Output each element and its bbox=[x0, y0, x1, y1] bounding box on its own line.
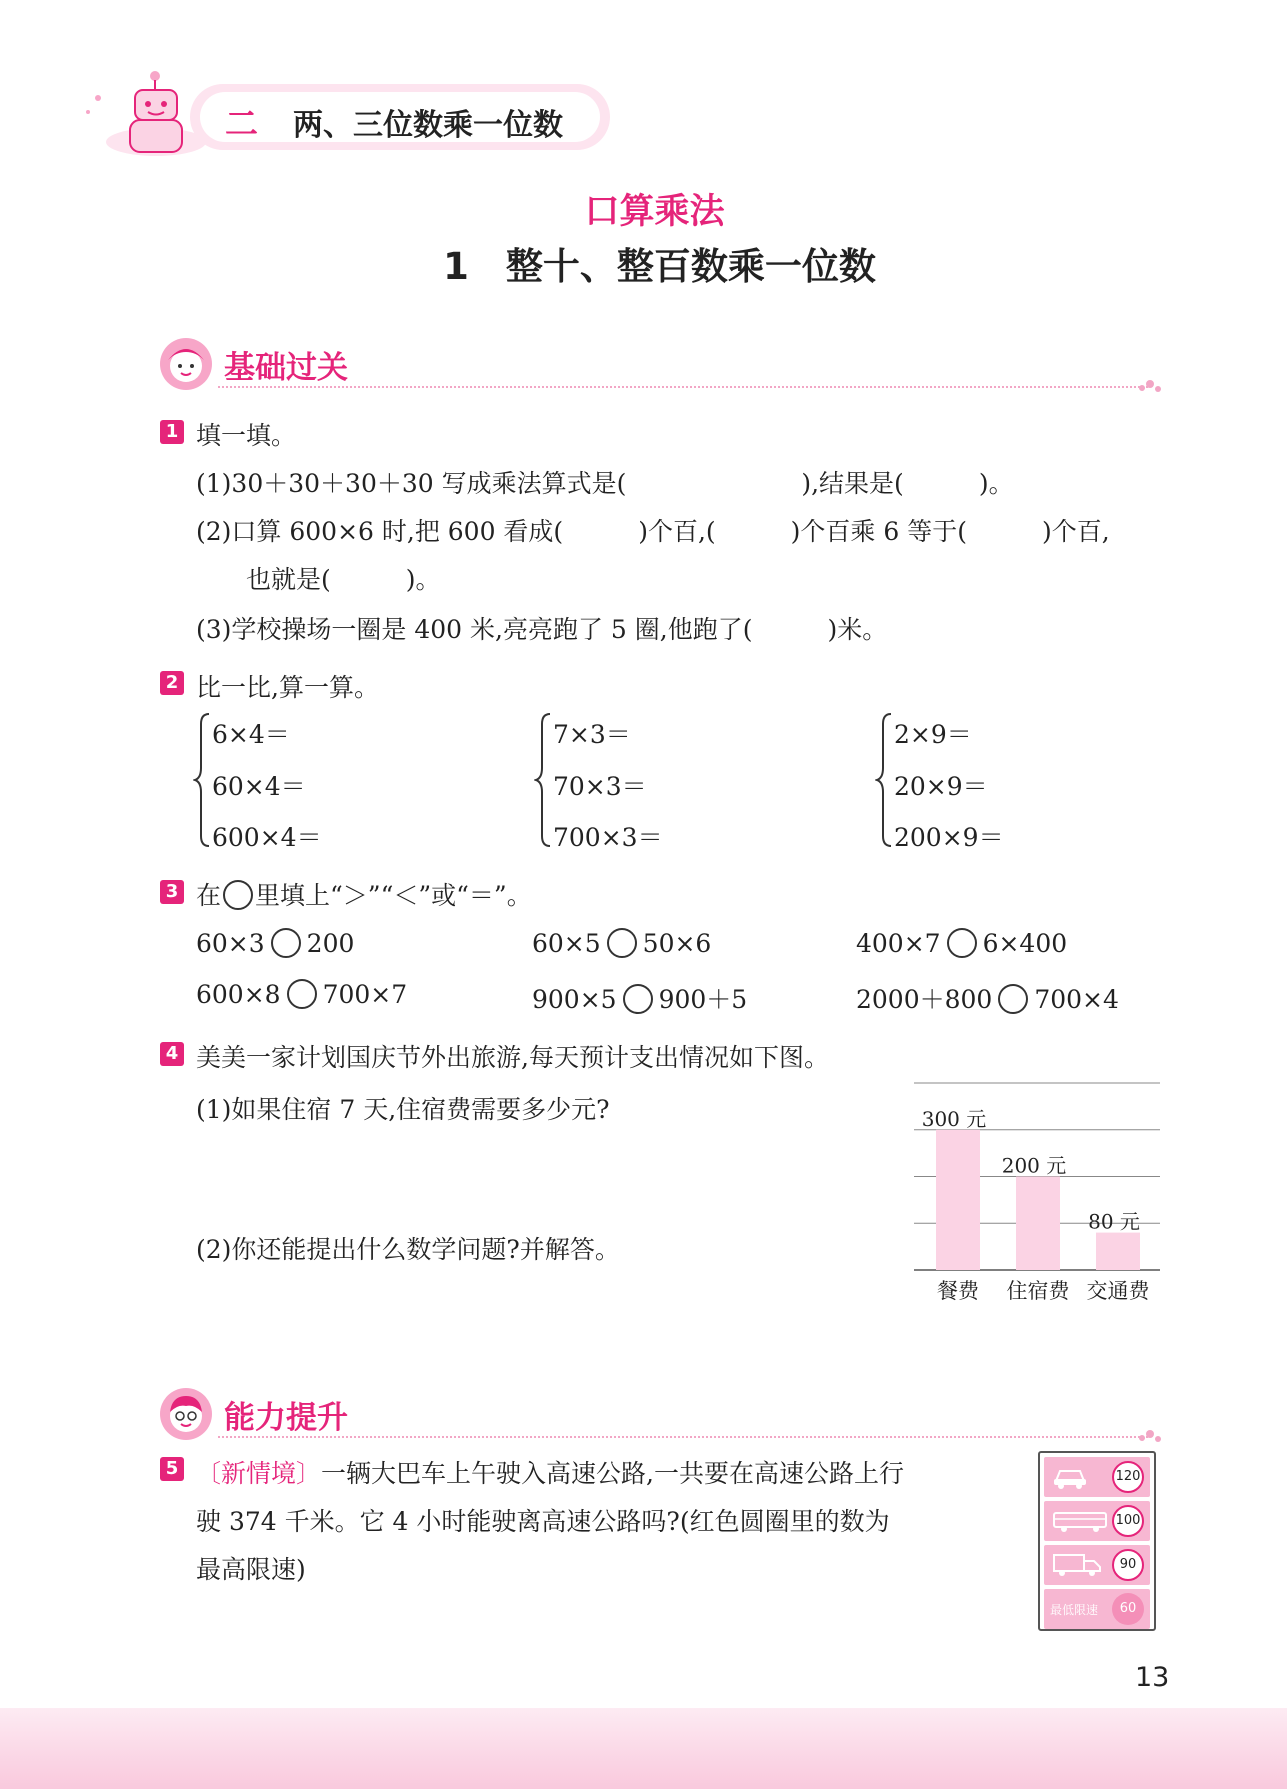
equation: 70×3＝ bbox=[553, 772, 647, 801]
decorative-dots-icon bbox=[1136, 376, 1162, 396]
question-4-title: 美美一家计划国庆节外出旅游,每天预计支出情况如下图。 bbox=[196, 1043, 829, 1072]
question-4-sub-2: (2)你还能提出什么数学问题?并解答。 bbox=[196, 1235, 620, 1264]
question-number-badge: 2 bbox=[160, 671, 184, 695]
question-number-badge: 4 bbox=[160, 1042, 184, 1066]
compare-item: 60×5 50×6 bbox=[532, 929, 712, 958]
car-limit-row bbox=[1044, 1457, 1150, 1497]
chart-category-label: 餐费 bbox=[937, 1279, 979, 1303]
dotted-divider bbox=[218, 1436, 1148, 1438]
question-1-title: 填一填。 bbox=[196, 421, 297, 450]
compare-item: 400×7 6×400 bbox=[856, 929, 1068, 958]
chart-category-label: 交通费 bbox=[1086, 1279, 1150, 1303]
chart-bar bbox=[1096, 1233, 1140, 1270]
question-3-title: 在 里填上“＞”“＜”或“＝”。 bbox=[196, 881, 532, 910]
expense-bar-chart bbox=[908, 1075, 1168, 1305]
equation: 6×4＝ bbox=[212, 720, 290, 749]
brace-icon bbox=[534, 712, 554, 848]
compare-item: 60×3 200 bbox=[196, 929, 355, 958]
chart-value-label: 300 元 bbox=[921, 1106, 987, 1131]
question-5-line-3: 最高限速) bbox=[196, 1555, 306, 1584]
bus-icon bbox=[1052, 1507, 1108, 1535]
brace-icon bbox=[193, 712, 213, 848]
chart-bar bbox=[1016, 1177, 1060, 1271]
page-number: 13 bbox=[1135, 1662, 1170, 1693]
equation: 2×9＝ bbox=[894, 720, 972, 749]
equation: 20×9＝ bbox=[894, 772, 988, 801]
robot-mascot-icon bbox=[80, 68, 210, 160]
bus-limit-row bbox=[1044, 1501, 1150, 1541]
minimum-limit-row bbox=[1044, 1589, 1150, 1629]
question-1-line-3: (3)学校操场一圈是 400 米,亮亮跑了 5 圈,他跑了( )米。 bbox=[196, 615, 888, 644]
chart-bar bbox=[936, 1130, 980, 1270]
decorative-dots-icon bbox=[1136, 1426, 1162, 1446]
equation: 60×4＝ bbox=[212, 772, 306, 801]
truck-icon bbox=[1052, 1551, 1104, 1579]
car-icon bbox=[1052, 1463, 1088, 1491]
circle-icon bbox=[223, 880, 253, 910]
lesson-title: 1 整十、整百数乘一位数 bbox=[443, 245, 876, 288]
question-1-line-2: (2)口算 600×6 时,把 600 看成( )个百,( )个百乘 6 等于( )个百, bbox=[196, 517, 1110, 546]
car-limit-value: 120 bbox=[1112, 1461, 1144, 1493]
question-number-badge: 1 bbox=[160, 420, 184, 444]
compare-item: 900×5 900＋5 bbox=[532, 985, 748, 1014]
speed-limit-sign bbox=[1038, 1451, 1156, 1631]
footer-band bbox=[0, 1708, 1287, 1789]
answer-circle[interactable] bbox=[271, 928, 301, 958]
chart-value-label: 80 元 bbox=[1088, 1209, 1140, 1234]
answer-circle[interactable] bbox=[287, 979, 317, 1009]
boy-avatar-icon bbox=[158, 1386, 214, 1442]
question-1-line-1: (1)30＋30＋30＋30 写成乘法算式是( ),结果是( )。 bbox=[196, 469, 1014, 498]
section-header-basic bbox=[158, 336, 1158, 396]
chart-value-label: 200 元 bbox=[1001, 1153, 1067, 1178]
dotted-divider bbox=[218, 386, 1148, 388]
question-number-badge: 3 bbox=[160, 880, 184, 904]
new-context-tag: 〔新情境〕 bbox=[196, 1459, 322, 1488]
minimum-limit-label: 最低限速 bbox=[1050, 1603, 1099, 1617]
compare-item: 600×8 700×7 bbox=[196, 980, 408, 1009]
section-title: 口算乘法 bbox=[584, 192, 725, 232]
question-2-title: 比一比,算一算。 bbox=[196, 673, 379, 702]
equation: 600×4＝ bbox=[212, 823, 322, 852]
truck-limit-row bbox=[1044, 1545, 1150, 1585]
question-number-badge: 5 bbox=[160, 1457, 184, 1481]
question-1-line-2b: 也就是( )。 bbox=[246, 565, 441, 594]
section-header-advanced bbox=[158, 1386, 1158, 1446]
chapter-banner bbox=[80, 68, 620, 160]
minimum-limit-value: 60 bbox=[1112, 1593, 1144, 1625]
question-4-sub-1: (1)如果住宿 7 天,住宿费需要多少元? bbox=[196, 1095, 610, 1124]
chapter-number: 二 bbox=[225, 104, 258, 143]
answer-circle[interactable] bbox=[947, 928, 977, 958]
section-label-basic: 基础过关 bbox=[224, 350, 348, 386]
question-5-line-1: 〔新情境〕一辆大巴车上午驶入高速公路,一共要在高速公路上行 bbox=[196, 1459, 904, 1488]
chart-bars bbox=[936, 1130, 1140, 1270]
compare-item: 2000＋800 700×4 bbox=[856, 985, 1119, 1014]
truck-limit-value: 90 bbox=[1112, 1549, 1144, 1581]
section-label-advanced: 能力提升 bbox=[224, 1400, 348, 1436]
answer-circle[interactable] bbox=[607, 928, 637, 958]
question-5-line-2: 驶 374 千米。它 4 小时能驶离高速公路吗?(红色圆圈里的数为 bbox=[196, 1507, 890, 1536]
brace-icon bbox=[875, 712, 895, 848]
equation: 700×3＝ bbox=[553, 823, 663, 852]
answer-circle[interactable] bbox=[623, 984, 653, 1014]
equation: 200×9＝ bbox=[894, 823, 1004, 852]
chart-category-label: 住宿费 bbox=[1006, 1279, 1070, 1303]
chapter-title: 两、三位数乘一位数 bbox=[293, 108, 563, 143]
bus-limit-value: 100 bbox=[1112, 1505, 1144, 1537]
equation: 7×3＝ bbox=[553, 720, 631, 749]
answer-circle[interactable] bbox=[998, 984, 1028, 1014]
girl-avatar-icon bbox=[158, 336, 214, 392]
